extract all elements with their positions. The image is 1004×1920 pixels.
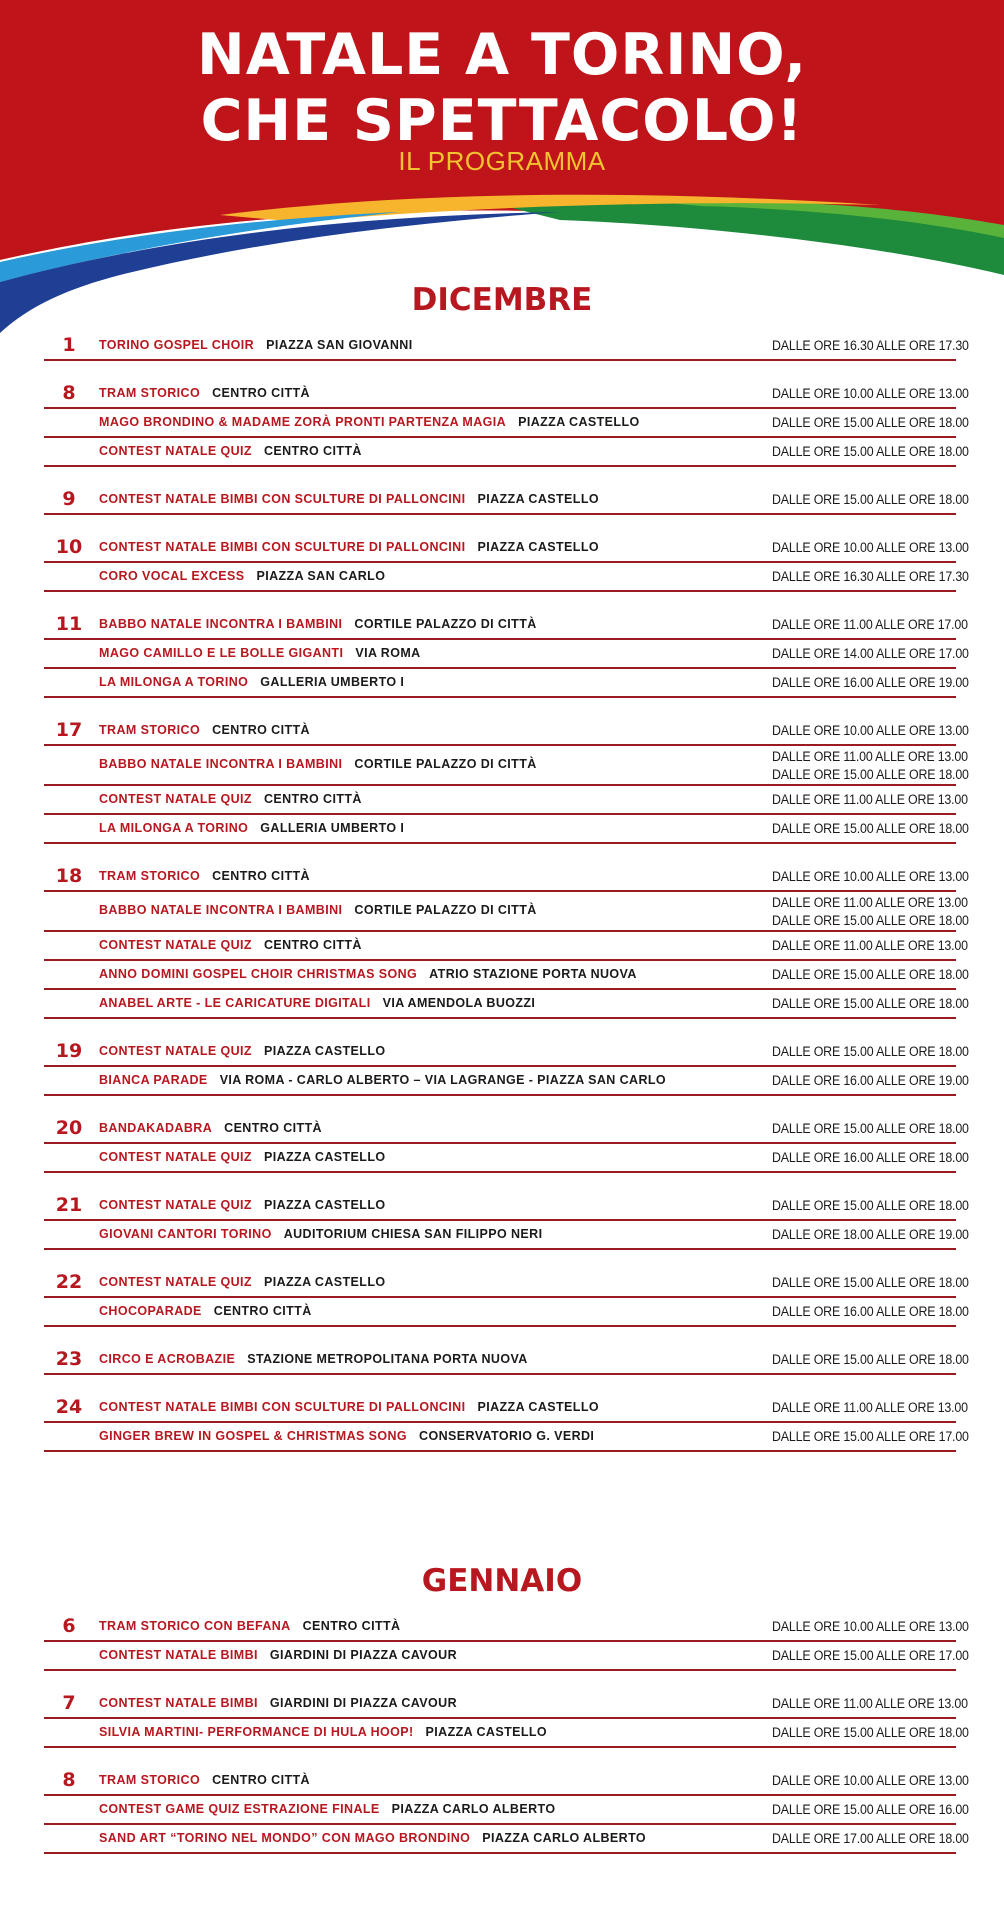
day-number: 22: [55, 1270, 83, 1293]
event-place: CENTRO CITTÀ: [224, 1120, 322, 1135]
event-time: DALLE ORE 16.00 ALLE ORE 19.00: [772, 674, 969, 690]
event-name: BABBO NATALE INCONTRA I BAMBINI: [99, 616, 343, 631]
event-info: [99, 617, 537, 631]
event-place: PIAZZA CASTELLO: [477, 491, 599, 506]
event-row: [44, 640, 969, 669]
event-row: [44, 1642, 969, 1671]
event-time: DALLE ORE 15.00 ALLE ORE 17.00: [772, 1647, 969, 1663]
event-time: DALLE ORE 10.00 ALLE ORE 13.00: [772, 722, 969, 738]
event-place: CENTRO CITTÀ: [302, 1618, 401, 1633]
event-info: [99, 1725, 547, 1739]
event-name: TRAM STORICO: [99, 868, 201, 883]
event-time: DALLE ORE 18.00 ALLE ORE 19.00: [772, 1226, 969, 1242]
event-time: DALLE ORE 17.00 ALLE ORE 18.00: [772, 1830, 969, 1846]
event-info: [99, 1619, 400, 1633]
event-name: CONTEST NATALE BIMBI: [99, 1695, 258, 1710]
event-row: [44, 815, 969, 844]
event-time: DALLE ORE 16.00 ALLE ORE 19.00: [772, 1072, 969, 1088]
event-time: DALLE ORE 15.00 ALLE ORE 18.00: [772, 443, 969, 459]
event-info: [99, 1773, 310, 1787]
event-name: CONTEST NATALE QUIZ: [99, 443, 252, 458]
event-time: DALLE ORE 15.00 ALLE ORE 18.00: [772, 1120, 969, 1136]
event-row: [44, 1719, 969, 1748]
title-line-2: CHE SPETTACOLO!: [200, 88, 804, 154]
day-number: 8: [62, 1768, 76, 1791]
event-row: [44, 534, 969, 563]
event-time: DALLE ORE 10.00 ALLE ORE 13.00: [772, 868, 969, 884]
event-row: [44, 1423, 969, 1452]
event-name: SILVIA MARTINI- PERFORMANCE DI HULA HOOP!: [99, 1724, 414, 1739]
event-info: [99, 723, 310, 737]
event-row: [44, 1038, 969, 1067]
day-number: 21: [55, 1193, 83, 1216]
event-row: [44, 669, 969, 698]
event-place: VIA ROMA - CARLO ALBERTO – VIA LAGRANGE - PIAZZA SAN CARLO: [219, 1072, 667, 1087]
event-name: CONTEST NATALE QUIZ: [99, 1043, 252, 1058]
event-time: DALLE ORE 15.00 ALLE ORE 17.00: [772, 1428, 969, 1444]
title-line-1: NATALE A TORINO,: [196, 22, 808, 88]
event-time: DALLE ORE 15.00 ALLE ORE 16.00: [772, 1801, 969, 1817]
event-place: CORTILE PALAZZO DI CITTÀ: [354, 616, 537, 631]
event-name: TRAM STORICO: [99, 385, 201, 400]
subtitle: IL PROGRAMMA: [398, 146, 606, 176]
event-info: [99, 1400, 599, 1414]
event-row: [44, 486, 969, 515]
event-name: CONTEST NATALE BIMBI CON SCULTURE DI PALLONCINI: [99, 491, 466, 506]
event-row: [44, 717, 969, 746]
event-time: DALLE ORE 10.00 ALLE ORE 13.00: [772, 1618, 969, 1634]
event-info: [99, 1150, 385, 1164]
event-time: DALLE ORE 15.00 ALLE ORE 18.00: [772, 1043, 969, 1059]
event-place: AUDITORIUM CHIESA SAN FILIPPO NERI: [283, 1226, 543, 1241]
event-place: PIAZZA CASTELLO: [263, 1197, 386, 1212]
event-row: [44, 1767, 969, 1796]
event-place: PIAZZA CARLO ALBERTO: [391, 1801, 556, 1816]
event-place: PIAZZA SAN CARLO: [256, 568, 386, 583]
event-name: BABBO NATALE INCONTRA I BAMBINI: [99, 757, 343, 771]
event-info: [99, 1429, 594, 1443]
event-time: DALLE ORE 16.30 ALLE ORE 17.30: [772, 568, 969, 584]
event-row: [44, 863, 969, 892]
event-name: CIRCO E ACROBAZIE: [99, 1351, 236, 1366]
event-name: GIOVANI CANTORI TORINO: [99, 1226, 272, 1241]
event-place: CENTRO CITTÀ: [212, 385, 310, 400]
event-place: PIAZZA CASTELLO: [263, 1149, 386, 1164]
event-time: DALLE ORE 11.00 ALLE ORE 13.00: [772, 895, 968, 910]
event-info: [99, 996, 535, 1010]
event-name: LA MILONGA A TORINO: [99, 674, 249, 689]
event-name: MAGO CAMILLO E LE BOLLE GIGANTI: [99, 645, 344, 660]
event-row: [44, 1796, 969, 1825]
event-name: ANABEL ARTE - LE CARICATURE DIGITALI: [99, 995, 371, 1010]
event-row: [44, 961, 969, 990]
event-time: DALLE ORE 10.00 ALLE ORE 13.00: [772, 539, 969, 555]
day-number: 1: [62, 333, 76, 356]
event-time: DALLE ORE 10.00 ALLE ORE 13.00: [772, 1772, 969, 1788]
event-row: [44, 1192, 969, 1221]
event-info: [99, 1352, 528, 1366]
event-time: DALLE ORE 16.00 ALLE ORE 18.00: [772, 1149, 969, 1165]
day-number: 6: [62, 1614, 76, 1637]
day-number: 18: [55, 864, 83, 887]
event-row: [44, 892, 969, 932]
event-row: [44, 1298, 969, 1327]
day-number: 8: [62, 381, 76, 404]
event-info: [99, 675, 404, 689]
event-row: [44, 1144, 969, 1173]
event-place: PIAZZA CASTELLO: [477, 539, 599, 554]
event-name: BANDAKADABRA: [99, 1120, 213, 1135]
event-place: CENTRO CITTÀ: [263, 937, 362, 952]
event-time: DALLE ORE 15.00 ALLE ORE 18.00: [772, 414, 969, 430]
event-info: [99, 1227, 542, 1241]
event-row: [44, 332, 969, 361]
event-place: PIAZZA CASTELLO: [477, 1399, 599, 1414]
event-name: TRAM STORICO: [99, 722, 201, 737]
event-time: DALLE ORE 15.00 ALLE ORE 18.00: [772, 1274, 969, 1290]
event-info: [99, 1044, 385, 1058]
event-place: CORTILE PALAZZO DI CITTÀ: [354, 757, 537, 771]
event-place: CENTRO CITTÀ: [212, 868, 310, 883]
event-place: PIAZZA CASTELLO: [263, 1043, 386, 1058]
event-place: PIAZZA SAN GIOVANNI: [266, 337, 413, 352]
day-number: 17: [55, 718, 83, 741]
event-info: [99, 938, 362, 952]
event-name: CONTEST NATALE QUIZ: [99, 791, 252, 806]
event-info: [99, 1275, 385, 1289]
event-name: TORINO GOSPEL CHOIR: [99, 337, 255, 352]
event-name: CONTEST NATALE QUIZ: [99, 1274, 252, 1289]
event-place: CONSERVATORIO G. VERDI: [419, 1428, 595, 1443]
event-name: CONTEST NATALE BIMBI CON SCULTURE DI PALLONCINI: [99, 1399, 466, 1414]
event-row: [44, 1690, 968, 1719]
event-info: [99, 569, 385, 583]
event-name: CORO VOCAL EXCESS: [99, 568, 245, 583]
event-time: DALLE ORE 15.00 ALLE ORE 18.00: [772, 995, 969, 1011]
event-time: DALLE ORE 16.30 ALLE ORE 17.30: [772, 337, 969, 353]
event-info: [99, 338, 413, 352]
event-row: [44, 1346, 969, 1375]
event-row: [44, 1394, 968, 1423]
event-row: [44, 1115, 969, 1144]
event-name: TRAM STORICO CON BEFANA: [99, 1618, 291, 1633]
month-heading: DICEMBRE: [411, 282, 593, 318]
event-info: [99, 1802, 555, 1816]
event-time: DALLE ORE 15.00 ALLE ORE 18.00: [772, 820, 969, 836]
event-info: [99, 1831, 646, 1845]
event-time: DALLE ORE 15.00 ALLE ORE 18.00: [772, 1351, 969, 1367]
event-row: [44, 932, 968, 961]
day-number: 11: [55, 612, 83, 635]
event-time: DALLE ORE 11.00 ALLE ORE 13.00: [772, 1399, 968, 1415]
day-number: 19: [55, 1039, 83, 1062]
event-name: TRAM STORICO: [99, 1772, 201, 1787]
event-row: [44, 380, 969, 409]
event-row: [44, 1613, 969, 1642]
event-time: DALLE ORE 11.00 ALLE ORE 13.00: [772, 791, 968, 807]
event-row: [44, 1067, 969, 1096]
event-time: DALLE ORE 15.00 ALLE ORE 18.00: [772, 1197, 969, 1213]
event-info: [99, 646, 421, 660]
event-info: [99, 757, 537, 771]
event-name: BABBO NATALE INCONTRA I BAMBINI: [99, 903, 343, 917]
day-number: 23: [55, 1347, 83, 1370]
event-info: [99, 444, 362, 458]
event-place: PIAZZA CASTELLO: [425, 1724, 548, 1739]
event-place: PIAZZA CASTELLO: [518, 414, 640, 429]
event-name: BIANCA PARADE: [99, 1072, 208, 1087]
event-time: DALLE ORE 11.00 ALLE ORE 13.00: [772, 749, 968, 764]
day-number: 20: [55, 1116, 83, 1139]
day-number: 7: [62, 1691, 76, 1714]
event-info: [99, 540, 599, 554]
event-info: [99, 1121, 322, 1135]
event-place: GALLERIA UMBERTO I: [260, 820, 405, 835]
event-name: SAND ART “TORINO NEL MONDO” CON MAGO BRONDINO: [99, 1830, 471, 1845]
event-time: DALLE ORE 16.00 ALLE ORE 18.00: [772, 1303, 969, 1319]
event-info: [99, 1073, 666, 1087]
event-info: [99, 821, 404, 835]
event-time: DALLE ORE 14.00 ALLE ORE 17.00: [772, 645, 969, 661]
event-info: [99, 492, 599, 506]
event-row: [44, 990, 969, 1019]
event-name: CONTEST NATALE BIMBI: [99, 1647, 258, 1662]
event-time: DALLE ORE 11.00 ALLE ORE 17.00: [772, 616, 968, 632]
event-place: CENTRO CITTÀ: [212, 722, 310, 737]
event-time: DALLE ORE 11.00 ALLE ORE 13.00: [772, 1695, 968, 1711]
event-place: PIAZZA CARLO ALBERTO: [482, 1830, 647, 1845]
event-name: MAGO BRONDINO & MADAME ZORÀ PRONTI PARTENZA MAGIA: [99, 414, 507, 429]
day-number: 24: [55, 1395, 83, 1418]
event-place: GIARDINI DI PIAZZA CAVOUR: [269, 1695, 458, 1710]
event-info: [99, 1198, 385, 1212]
event-place: CENTRO CITTÀ: [263, 443, 362, 458]
event-row: [44, 1221, 969, 1250]
event-info: [99, 903, 537, 917]
event-place: CENTRO CITTÀ: [212, 1772, 310, 1787]
event-name: CHOCOPARADE: [99, 1303, 202, 1318]
event-info: [99, 1648, 457, 1662]
event-time: DALLE ORE 11.00 ALLE ORE 13.00: [772, 937, 968, 953]
event-place: STAZIONE METROPOLITANA PORTA NUOVA: [247, 1351, 528, 1366]
event-row: [44, 746, 969, 786]
day-number: 10: [55, 535, 83, 558]
event-place: GALLERIA UMBERTO I: [260, 674, 405, 689]
event-place: CENTRO CITTÀ: [263, 791, 362, 806]
event-info: [99, 869, 310, 883]
event-info: [99, 1696, 457, 1710]
event-place: CORTILE PALAZZO DI CITTÀ: [354, 903, 537, 917]
event-name: CONTEST NATALE BIMBI CON SCULTURE DI PALLONCINI: [99, 539, 466, 554]
event-place: GIARDINI DI PIAZZA CAVOUR: [269, 1647, 458, 1662]
event-row: [44, 611, 968, 640]
event-row: [44, 563, 969, 592]
event-row: [44, 409, 969, 438]
event-name: GINGER BREW IN GOSPEL & CHRISTMAS SONG: [99, 1428, 408, 1443]
event-name: CONTEST NATALE QUIZ: [99, 1197, 252, 1212]
event-time: DALLE ORE 15.00 ALLE ORE 18.00: [772, 767, 969, 782]
event-time: DALLE ORE 10.00 ALLE ORE 13.00: [772, 385, 969, 401]
event-name: CONTEST GAME QUIZ ESTRAZIONE FINALE: [99, 1801, 380, 1816]
event-place: ATRIO STAZIONE PORTA NUOVA: [429, 966, 637, 981]
event-name: CONTEST NATALE QUIZ: [99, 1149, 252, 1164]
event-time: DALLE ORE 15.00 ALLE ORE 18.00: [772, 1724, 969, 1740]
event-info: [99, 1304, 312, 1318]
event-place: CENTRO CITTÀ: [213, 1303, 312, 1318]
event-row: [44, 1269, 969, 1298]
event-info: [99, 415, 640, 429]
event-time: DALLE ORE 15.00 ALLE ORE 18.00: [772, 491, 969, 507]
event-name: LA MILONGA A TORINO: [99, 820, 249, 835]
event-name: ANNO DOMINI GOSPEL CHOIR CHRISTMAS SONG: [99, 966, 418, 981]
event-row: [44, 1825, 969, 1854]
event-place: PIAZZA CASTELLO: [263, 1274, 386, 1289]
event-time: DALLE ORE 15.00 ALLE ORE 18.00: [772, 913, 969, 928]
event-name: CONTEST NATALE QUIZ: [99, 937, 252, 952]
event-time: DALLE ORE 15.00 ALLE ORE 18.00: [772, 966, 969, 982]
event-info: [99, 386, 310, 400]
event-place: VIA AMENDOLA BUOZZI: [382, 995, 536, 1010]
month-heading: GENNAIO: [421, 1563, 583, 1599]
event-row: [44, 438, 969, 467]
event-row: [44, 786, 968, 815]
event-place: VIA ROMA: [355, 645, 421, 660]
event-info: [99, 792, 362, 806]
day-number: 9: [62, 487, 76, 510]
event-info: [99, 967, 637, 981]
